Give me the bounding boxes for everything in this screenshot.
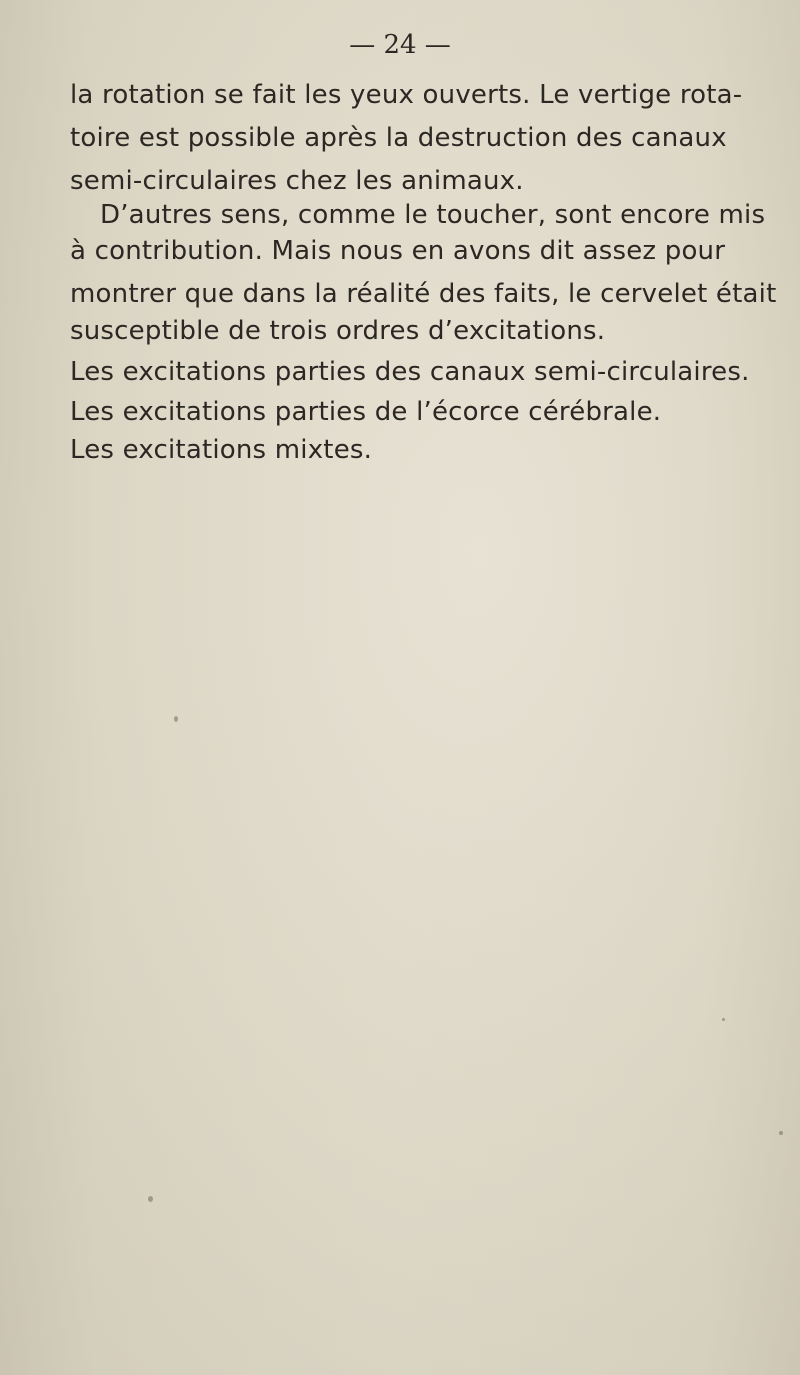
paper-speck — [722, 1018, 725, 1021]
text-line: Les excitations parties des canaux semi-circulaires. — [70, 357, 750, 387]
text-line: D’autres sens, comme le toucher, sont encore mis — [100, 200, 766, 230]
text-line: susceptible de trois ordres d’excitations. — [70, 316, 606, 346]
paper-speck — [174, 716, 178, 722]
page-number: — 24 — — [349, 30, 451, 60]
paper-speck — [779, 1131, 783, 1135]
text-line: Les excitations mixtes. — [70, 435, 373, 465]
paper-speck — [148, 1196, 153, 1202]
text-line: à contribution. Mais nous en avons dit assez pour — [70, 236, 726, 266]
text-line: Les excitations parties de l’écorce cérébrale. — [70, 397, 662, 427]
text-line: toire est possible après la destruction des canaux — [70, 123, 727, 153]
text-line: la rotation se fait les yeux ouverts. Le vertige rota- — [70, 80, 743, 110]
text-line: montrer que dans la réalité des faits, le cervelet était — [70, 279, 777, 309]
text-line: semi-circulaires chez les animaux. — [70, 166, 524, 196]
